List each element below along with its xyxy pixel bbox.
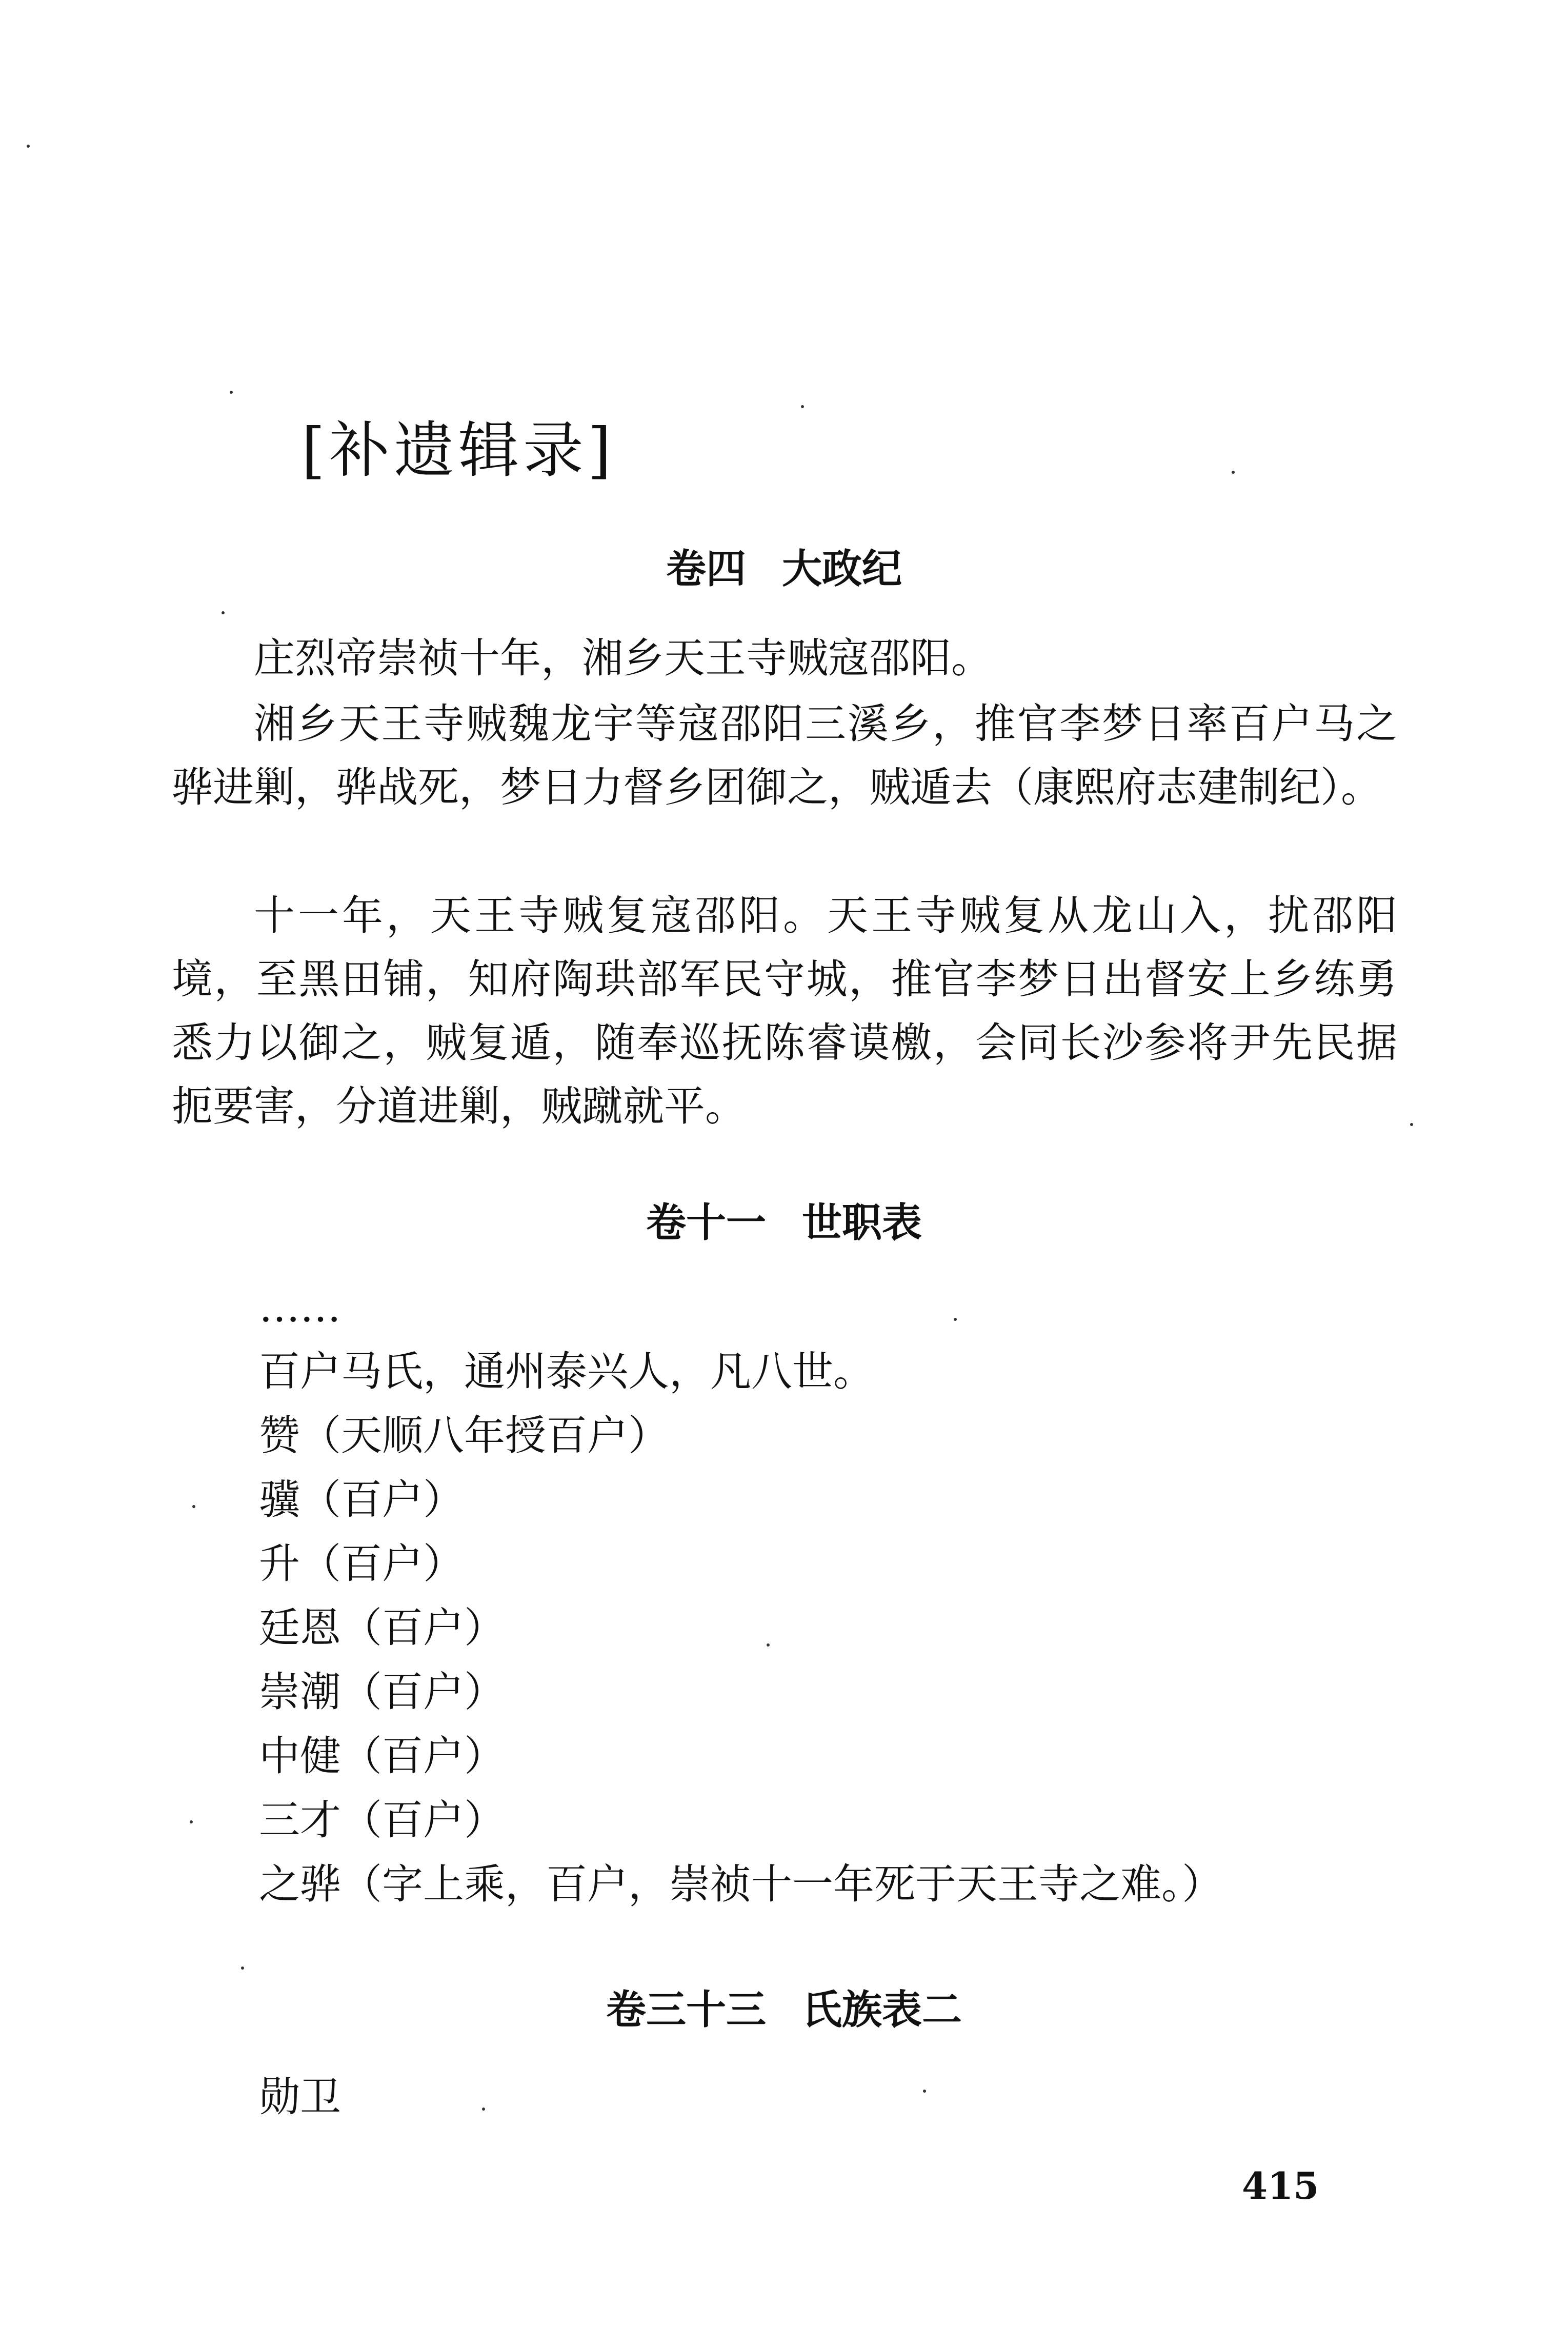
heading-juan33 [0,1984,1568,2036]
heading-juan11-title: 世职表 [802,1200,922,1246]
heading-juan4-number: 卷四 [666,546,746,592]
scan-speck [241,1966,244,1970]
list-item: 升（百户） [259,1540,464,1588]
list-item: 中健（百户） [259,1732,505,1780]
list-item: 廷恩（百户） [259,1604,505,1652]
paragraph-3: 十一年，天王寺贼复寇邵阳。天王寺贼复从龙山入，扰邵阳境，至黑田铺，知府陶珙部军民守城，推官李梦日出督安上乡练勇悉力以御之，贼复遁，随奉巡抚陈睿谟檄，会同长沙参将尹先民据扼要害，分道进剿，贼蹴就平。 [172,892,1397,1130]
scan-speck [954,1318,957,1321]
section-mark: [补遗辑录] [301,415,616,486]
scan-speck [27,145,30,148]
paragraph-1: 庄烈帝崇祯十年，湘乡天王寺贼寇邵阳。 [254,634,992,682]
scan-speck [222,611,225,614]
list-intro: 百户马氏，通州泰兴人，凡八世。 [259,1348,874,1395]
scan-speck [801,405,804,408]
scan-speck [923,2090,926,2093]
list-item: 之骅（字上乘，百户，崇祯十一年死于天王寺之难。） [259,1860,1223,1908]
list-item: 三才（百户） [259,1796,505,1844]
list-item: 赞（天顺八年授百户） [259,1412,669,1459]
list-item: 骥（百户） [259,1476,464,1523]
heading-juan11-number: 卷十一 [646,1200,766,1246]
list-item: 崇潮（百户） [259,1668,505,1716]
last-line: 勋卫 [259,2073,341,2121]
scan-speck [482,2108,485,2111]
heading-juan33-number: 卷三十三 [606,1987,766,2033]
scan-speck [1410,1123,1413,1126]
heading-juan4 [0,544,1568,595]
scan-speck [190,1820,193,1823]
heading-juan11 [0,1197,1568,1249]
heading-juan4-title: 大政纪 [782,546,902,592]
scan-speck [1232,471,1235,474]
scan-speck [192,1505,195,1508]
scan-speck [767,1643,770,1647]
heading-juan33-title: 氏族表二 [802,1987,962,2033]
scan-speck [230,391,233,394]
page-number: 415 [1242,2164,1319,2207]
ellipsis: …… [259,1283,341,1331]
paragraph-2: 湘乡天王寺贼魏龙宇等寇邵阳三溪乡，推官李梦日率百户马之骅进剿，骅战死，梦日力督乡团御之，贼遁去（康熙府志建制纪）。 [172,700,1397,811]
